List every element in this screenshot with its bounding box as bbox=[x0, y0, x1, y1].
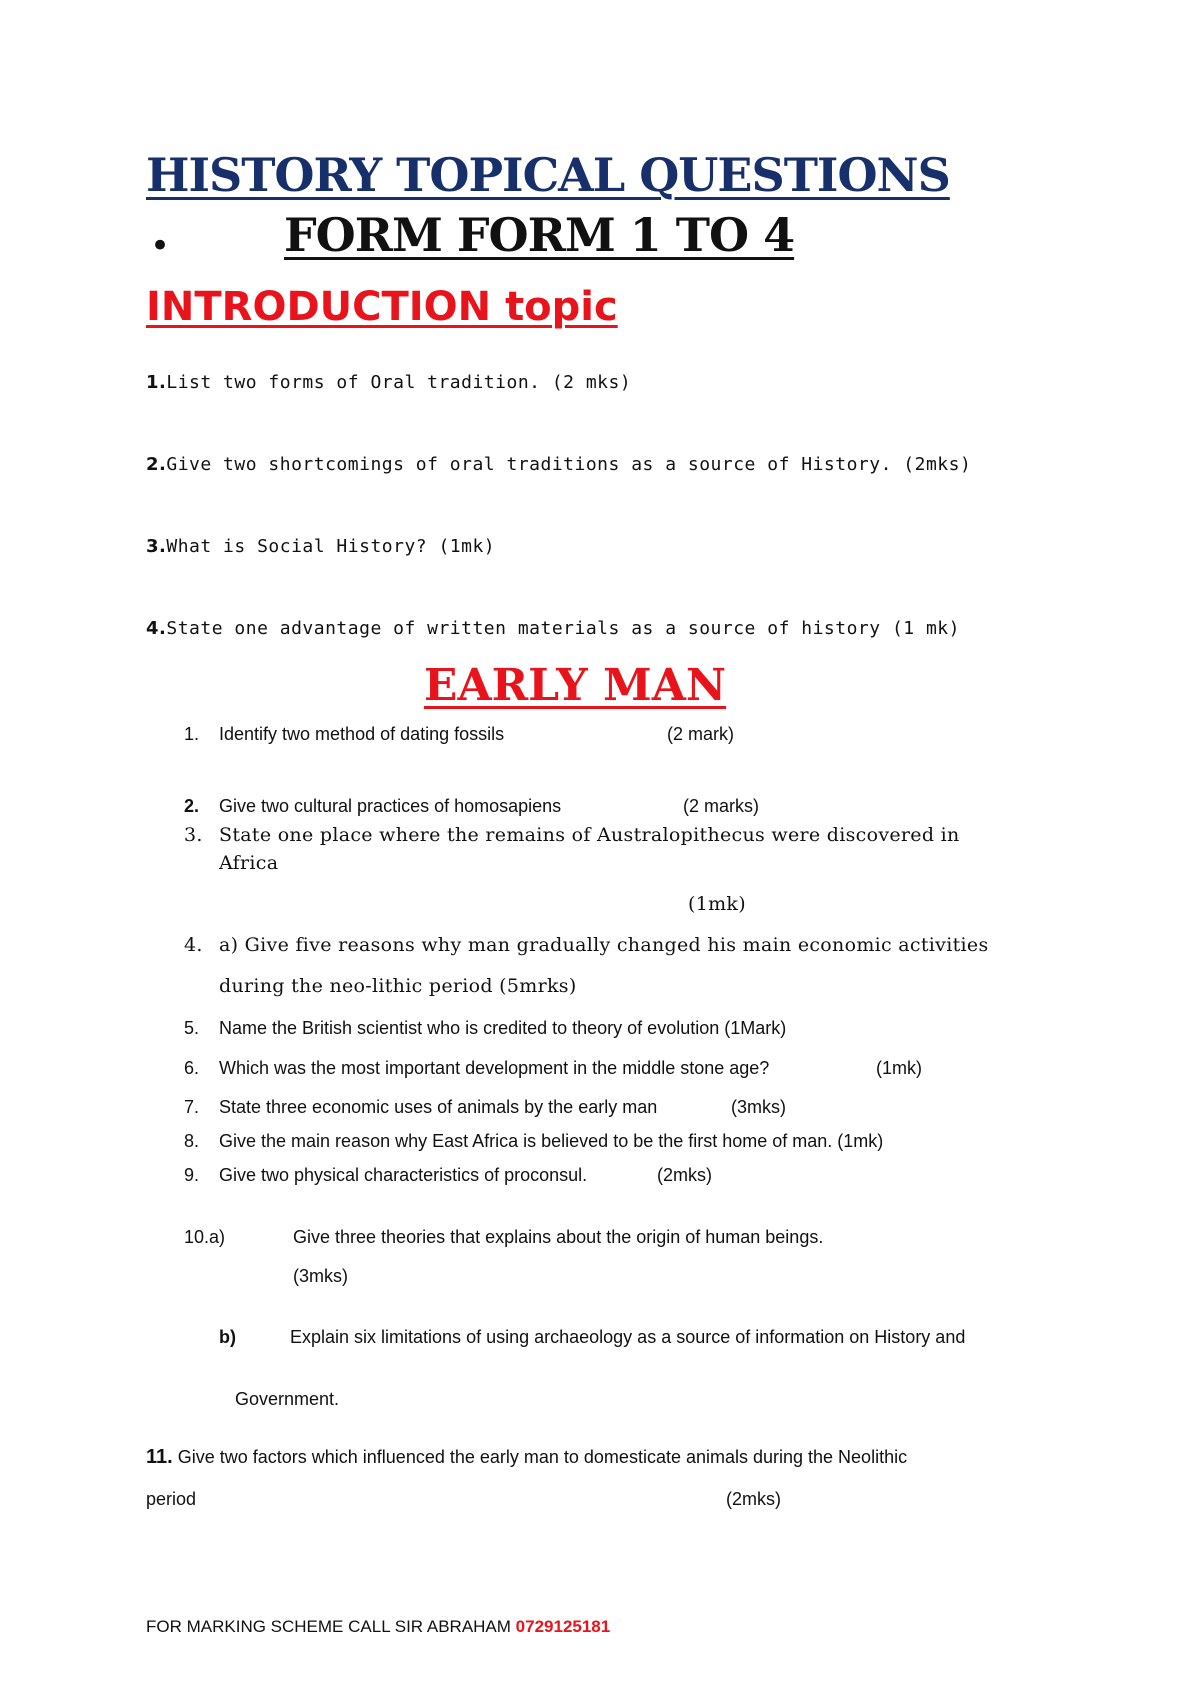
introduction-heading: INTRODUCTION topic bbox=[146, 284, 618, 330]
question-number: 2. bbox=[146, 454, 167, 475]
em-q4-text: a) Give five reasons why man gradually changed his main economic activities bbox=[219, 934, 989, 956]
question-number: 4. bbox=[146, 618, 167, 639]
em-q1-marks: (2 mark) bbox=[667, 724, 734, 744]
em-q3-text: State one place where the remains of Australopithecus were discovered in bbox=[219, 824, 960, 846]
question-text: Give two shortcomings of oral traditions as a source of History. (2mks) bbox=[166, 454, 972, 475]
em-q3-number: 3. bbox=[184, 824, 203, 846]
em-q10a-text: Give three theories that explains about the origin of human beings. bbox=[293, 1227, 824, 1247]
intro-question-1 bbox=[146, 372, 631, 393]
intro-question-4 bbox=[146, 618, 960, 639]
document-title: HISTORY TOPICAL QUESTIONS bbox=[146, 148, 950, 202]
em-q11-marks: (2mks) bbox=[726, 1489, 781, 1509]
em-q10a-number: 10.a) bbox=[184, 1227, 226, 1247]
em-q7-text: State three economic uses of animals by the early man bbox=[219, 1097, 658, 1117]
em-q9-marks: (2mks) bbox=[657, 1165, 712, 1185]
em-q11-text: Give two factors which influenced the early man to domesticate animals during the Neolithic bbox=[177, 1447, 908, 1467]
em-q10a-marks: (3mks) bbox=[293, 1266, 348, 1286]
em-q7-number: 7. bbox=[184, 1097, 200, 1117]
em-q6-number: 6. bbox=[184, 1058, 200, 1078]
em-q4-text2: during the neo-lithic period (5mrks) bbox=[219, 975, 577, 997]
footer-phone: 0729125181 bbox=[515, 1617, 611, 1636]
em-q8-number: 8. bbox=[184, 1131, 200, 1151]
em-q9-number: 9. bbox=[184, 1165, 200, 1185]
intro-question-2 bbox=[146, 454, 971, 475]
early-man-heading: EARLY MAN bbox=[423, 660, 727, 711]
em-q10b-text2: Government. bbox=[235, 1389, 340, 1409]
em-q6-text: Which was the most important development in the middle stone age? bbox=[219, 1058, 770, 1078]
footer-text: FOR MARKING SCHEME CALL SIR ABRAHAM bbox=[146, 1617, 511, 1636]
question-text: List two forms of Oral tradition. (2 mks) bbox=[166, 372, 632, 393]
em-q5-text: Name the British scientist who is credited to theory of evolution (1Mark) bbox=[219, 1018, 787, 1038]
em-q4-number: 4. bbox=[184, 934, 203, 956]
em-q6-marks: (1mk) bbox=[876, 1058, 922, 1078]
document-subtitle: FORM FORM 1 TO 4 bbox=[284, 208, 795, 262]
em-q9-text: Give two physical characteristics of proconsul. bbox=[219, 1165, 588, 1185]
em-q8-text: Give the main reason why East Africa is believed to be the first home of man. (1mk) bbox=[219, 1131, 884, 1151]
page-footer bbox=[146, 1617, 610, 1637]
em-q11-text2: period bbox=[146, 1489, 197, 1509]
intro-question-3 bbox=[146, 536, 495, 557]
em-q3-marks: (1mk) bbox=[688, 893, 746, 915]
em-q5-number: 5. bbox=[184, 1018, 200, 1038]
em-q2-marks: (2 marks) bbox=[683, 796, 759, 816]
em-q3-text2: Africa bbox=[219, 852, 279, 874]
question-number: 3. bbox=[146, 536, 167, 557]
question-number: 1. bbox=[146, 372, 167, 393]
em-q10b-text: Explain six limitations of using archaeology as a source of information on History and bbox=[290, 1327, 966, 1347]
em-q11-line bbox=[146, 1446, 907, 1469]
question-text: State one advantage of written materials as a source of history (1 mk) bbox=[166, 618, 960, 639]
em-q10b-number: b) bbox=[219, 1327, 236, 1347]
em-q7-marks: (3mks) bbox=[731, 1097, 786, 1117]
em-q2-number: 2. bbox=[184, 796, 200, 816]
bullet-icon: • bbox=[150, 226, 171, 266]
em-q1-number: 1. bbox=[184, 724, 200, 744]
em-q2-text: Give two cultural practices of homosapiens bbox=[219, 796, 562, 816]
question-text: What is Social History? (1mk) bbox=[166, 536, 496, 557]
em-q1-text: Identify two method of dating fossils bbox=[219, 724, 505, 744]
question-number: 11. bbox=[146, 1446, 173, 1468]
